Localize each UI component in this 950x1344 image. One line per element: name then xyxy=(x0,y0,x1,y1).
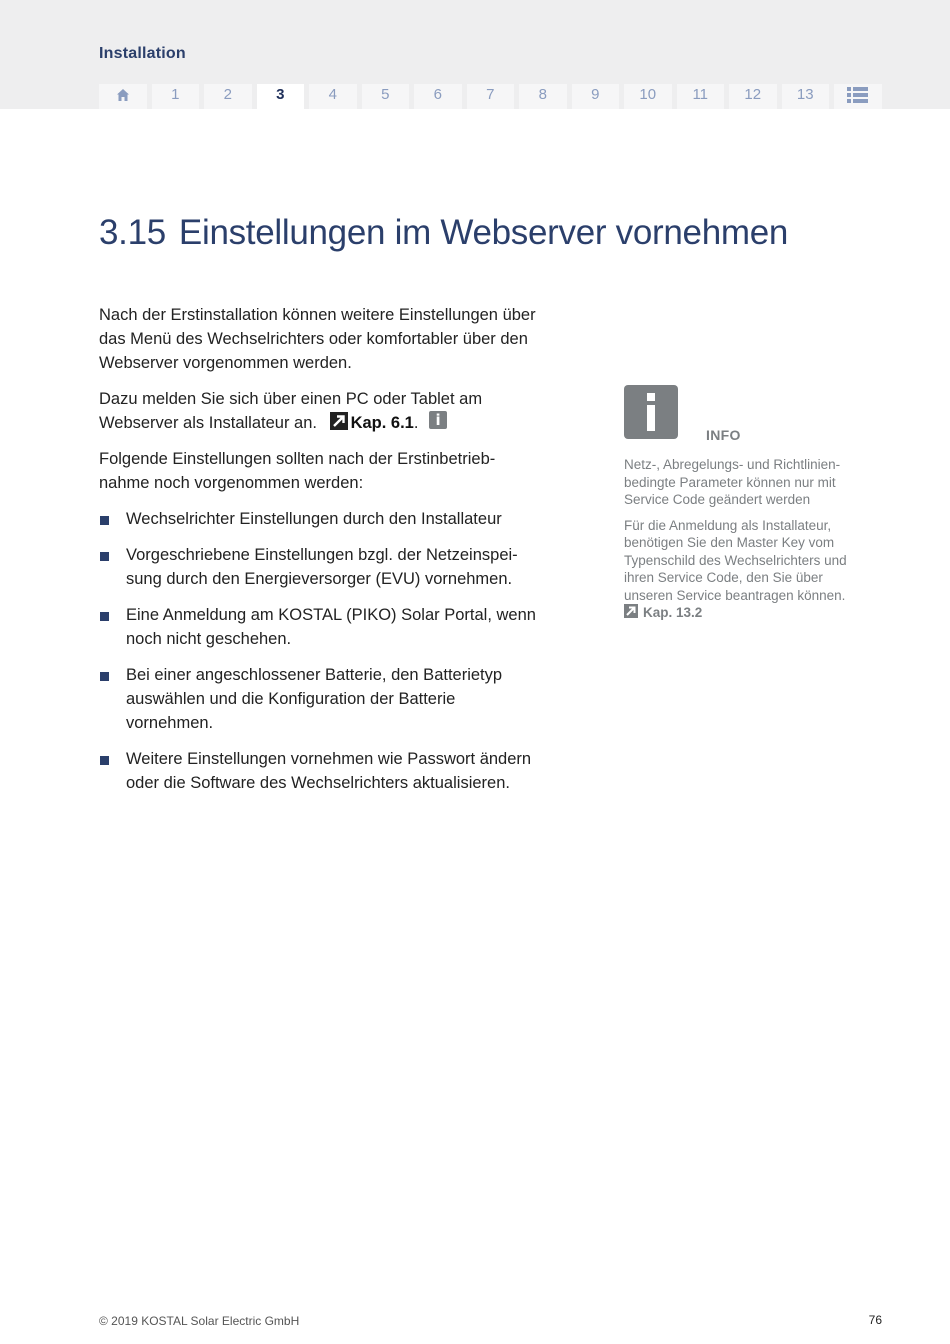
link-arrow-icon xyxy=(330,412,348,430)
tab-5[interactable]: 5 xyxy=(362,84,410,109)
chapter-title-text: Einstellungen im Webserver vornehmen xyxy=(178,213,789,252)
chapter-title xyxy=(99,213,788,253)
settings-list xyxy=(99,507,539,795)
link-arrow-icon xyxy=(624,604,638,618)
paragraph-settings-intro: Folgende Einstellungen sollten nach der Erstinbetriebnahme noch vorgenommen werden: xyxy=(99,450,496,492)
main-body xyxy=(99,303,539,807)
chapter-ref-6-1[interactable]: Kap. 6.1 xyxy=(350,414,414,432)
tab-2[interactable]: 2 xyxy=(204,84,252,109)
info-icon-small-glyph: i xyxy=(435,411,441,429)
footer-copyright: © 2019 KOSTAL Solar Electric GmbH xyxy=(99,1314,300,1328)
info-icon-small xyxy=(429,411,447,429)
chapter-number: 3.15 xyxy=(99,213,166,252)
list-item: Weitere Einstellungen vornehmen wie Passwort ändern oder die Software des Wechselrichters aktualisieren. xyxy=(99,747,539,795)
paragraph-login xyxy=(99,387,539,435)
chapter-tabs xyxy=(99,84,882,109)
info-label: INFO xyxy=(706,427,741,443)
paragraph-login-text: Dazu melden Sie sich über einen PC oder Tablet am Webserver als Installateur an. xyxy=(99,390,483,432)
tab-12[interactable]: 12 xyxy=(729,84,777,109)
tab-8[interactable]: 8 xyxy=(519,84,567,109)
info-text xyxy=(624,456,874,622)
info-paragraph-2: Für die Anmeldung als Installateur, benötigen Sie den Master Key vom Typenschild des Wechselrichters und ihren Service Code, den Sie über unseren Service beantragen können. Kap. 13.2 xyxy=(624,517,847,620)
list-icon xyxy=(847,86,868,104)
list-item: Wechselrichter Einstellungen durch den Installateur xyxy=(99,507,539,531)
tab-3-active[interactable]: 3 xyxy=(257,84,305,109)
paragraph-login-end: . xyxy=(413,414,419,432)
tab-9[interactable]: 9 xyxy=(572,84,620,109)
tab-7[interactable]: 7 xyxy=(467,84,515,109)
tab-6[interactable]: 6 xyxy=(414,84,462,109)
list-item: Vorgeschriebene Einstellungen bzgl. der Netzeinspeisung durch den Energieversorger (EVU) vornehmen. xyxy=(99,543,539,591)
section-label: Installation xyxy=(99,45,186,62)
tab-home[interactable] xyxy=(99,84,147,109)
tab-11[interactable]: 11 xyxy=(677,84,725,109)
tab-4[interactable]: 4 xyxy=(309,84,357,109)
tab-10[interactable]: 10 xyxy=(624,84,672,109)
list-item: Bei einer angeschlossener Batterie, den Batterietyp auswählen und die Konfiguration der Batterie vornehmen. xyxy=(99,663,539,735)
tab-1[interactable]: 1 xyxy=(152,84,200,109)
tab-contents[interactable] xyxy=(834,84,882,109)
page-number: 76 xyxy=(868,1313,882,1327)
list-item: Eine Anmeldung am KOSTAL (PIKO) Solar Portal, wenn noch nicht geschehen. xyxy=(99,603,539,651)
tab-13[interactable]: 13 xyxy=(782,84,830,109)
info-icon xyxy=(624,385,678,439)
chapter-ref-13-2[interactable]: Kap. 13.2 xyxy=(643,605,703,620)
paragraph-intro: Nach der Erstinstallation können weitere Einstellungen über das Menü des Wechselrichters oder komfortabler über den Webserver vorgenommen werden. xyxy=(99,306,536,372)
home-icon xyxy=(116,88,130,102)
info-paragraph-1: Netz-, Abregelungs- und Richtlinienbedingte Parameter können nur mit Service Code geändert werden xyxy=(624,457,841,507)
